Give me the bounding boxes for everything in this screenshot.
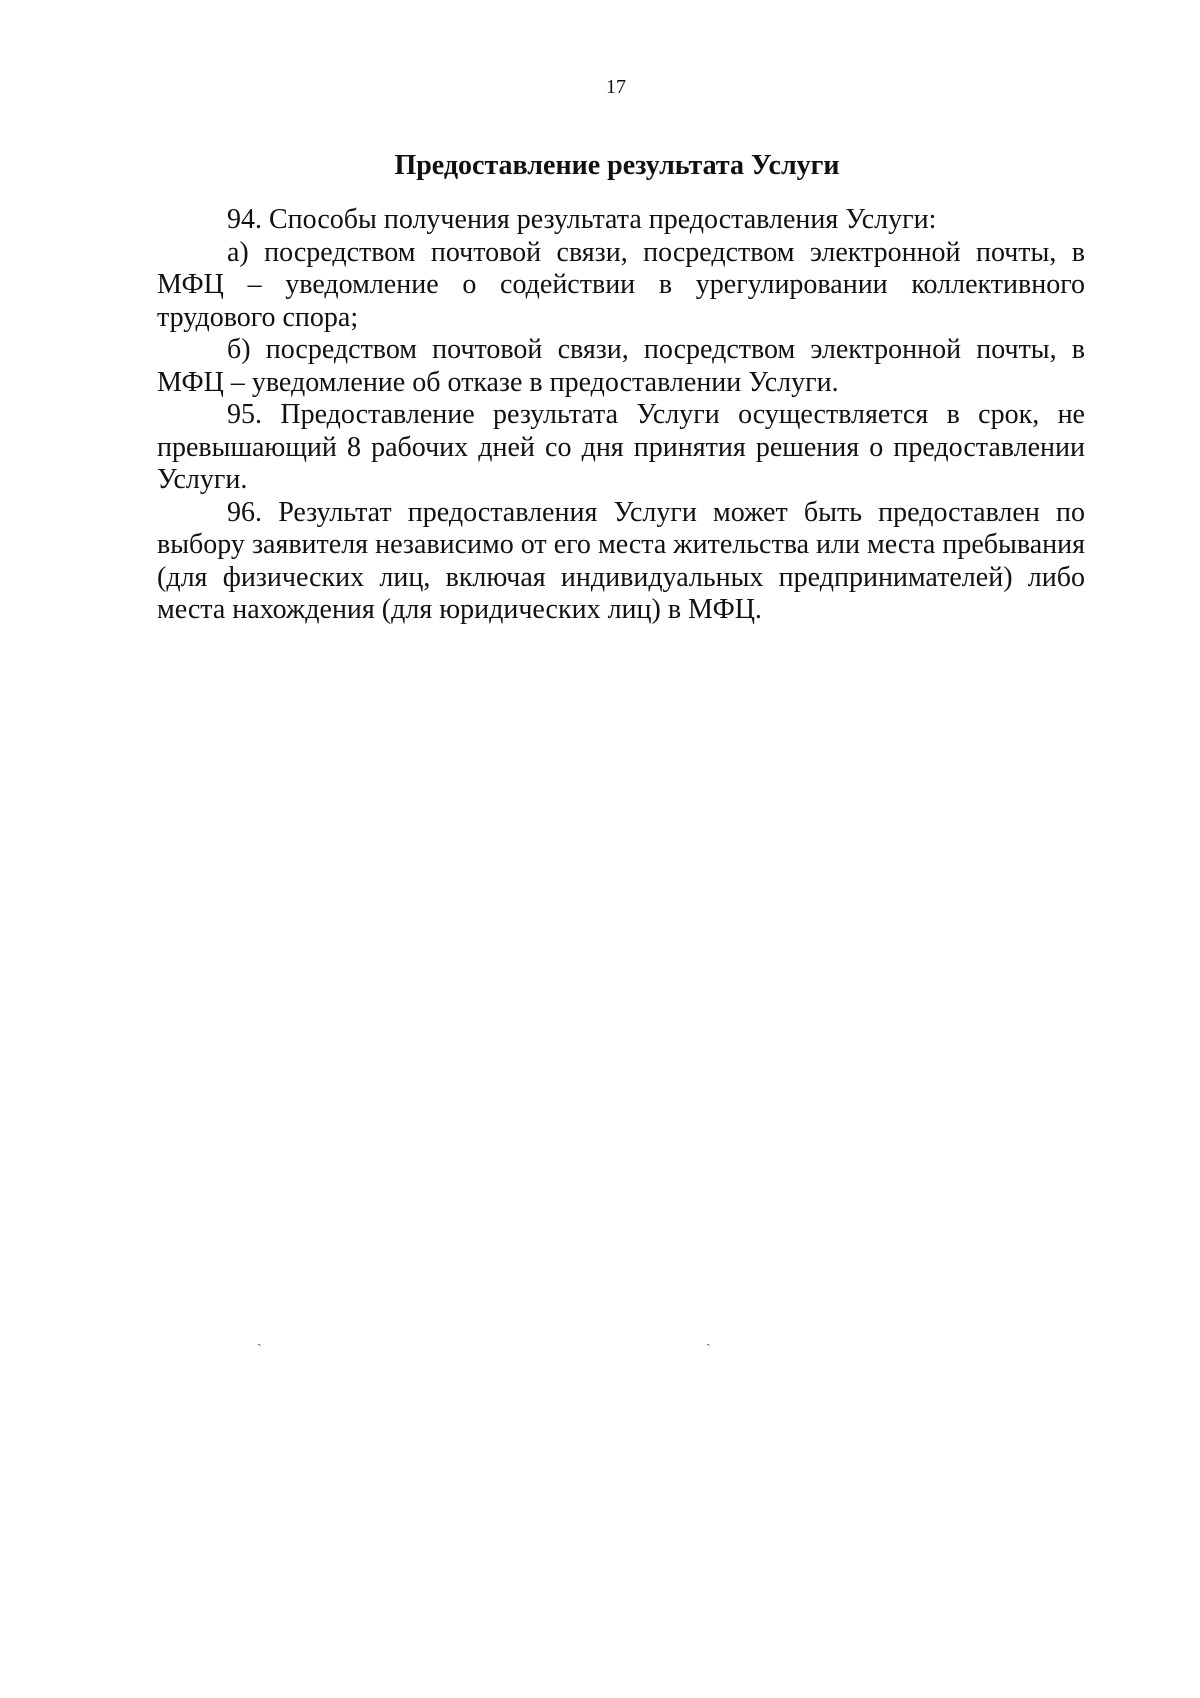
body-text bbox=[157, 204, 1085, 627]
paragraph-94-b: б) посредством почтовой связи, посредством электронной почты, в МФЦ – уведомление об отказе в предоставлении Услуги. bbox=[157, 334, 1085, 398]
section-title: Предоставление результата Услуги bbox=[394, 150, 840, 181]
paragraph-94-a: а) посредством почтовой связи, посредством электронной почты, в МФЦ – уведомление о содействии в урегулировании коллективного трудового спора; bbox=[157, 236, 1085, 333]
paragraph-95: 95. Предоставление результата Услуги осуществляется в срок, не превышающий 8 рабочих дней со дня принятия решения о предоставлении Услуги. bbox=[157, 399, 1085, 495]
paragraph-94: 94. Способы получения результата предоставления Услуги: bbox=[227, 204, 937, 235]
page-number: 17 bbox=[606, 76, 626, 98]
scan-speck: ˏ bbox=[257, 1332, 262, 1347]
paragraph-96: 96. Результат предоставления Услуги может быть предоставлен по выбору заявителя независимо от его места жительства или места пребывания (для физических лиц, включая индивидуальных предпринимателей) либо места нахождения (для юридических лиц) в МФЦ. bbox=[157, 496, 1085, 625]
scan-speck: ˎ bbox=[706, 1332, 711, 1347]
